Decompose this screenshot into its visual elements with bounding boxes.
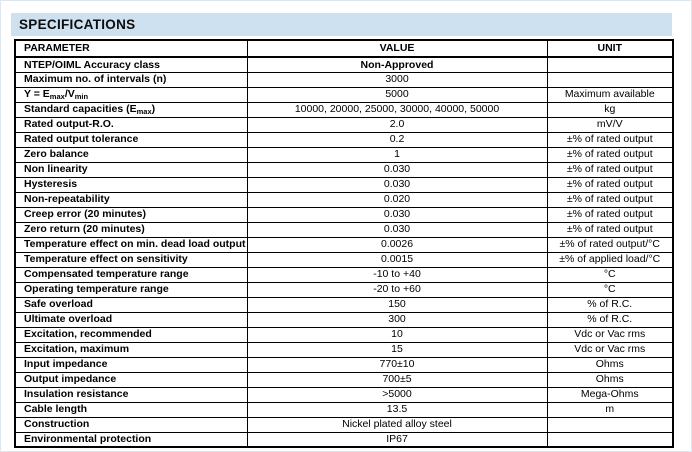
table-row [15, 417, 673, 432]
value-cell: Nickel plated alloy steel [247, 417, 547, 432]
parameter-cell: Zero balance [15, 147, 247, 162]
table-row [15, 252, 673, 267]
value-cell: -10 to +40 [247, 267, 547, 282]
table-header-row [15, 40, 673, 57]
value-cell: 2.0 [247, 117, 547, 132]
parameter-cell: Compensated temperature range [15, 267, 247, 282]
unit-cell [547, 57, 673, 72]
value-cell: -20 to +60 [247, 282, 547, 297]
table-row [15, 282, 673, 297]
parameter-cell: Construction [15, 417, 247, 432]
parameter-cell: $Y = E_{max}/V_{min}$ [15, 87, 247, 102]
parameter-cell: Safe overload [15, 297, 247, 312]
parameter-cell: Maximum no. of intervals (n) [15, 72, 247, 87]
unit-cell: % of R.C. [547, 312, 673, 327]
value-cell: 0.030 [247, 207, 547, 222]
value-cell: 13.5 [247, 402, 547, 417]
unit-cell: ±% of rated output [547, 177, 673, 192]
parameter-cell: Creep error (20 minutes) [15, 207, 247, 222]
table-row [15, 267, 673, 282]
table-row [15, 357, 673, 372]
parameter-cell: Non linearity [15, 162, 247, 177]
parameter-cell: Ultimate overload [15, 312, 247, 327]
value-cell: 150 [247, 297, 547, 312]
parameter-cell: Output impedance [15, 372, 247, 387]
value-cell: 0.020 [247, 192, 547, 207]
unit-cell: ±% of rated output [547, 132, 673, 147]
parameter-cell: Environmental protection [15, 432, 247, 447]
unit-cell [547, 72, 673, 87]
table-row [15, 222, 673, 237]
unit-cell: Maximum available [547, 87, 673, 102]
parameter-cell: Hysteresis [15, 177, 247, 192]
table-row [15, 57, 673, 72]
specifications-title-bar [11, 13, 672, 36]
table-row [15, 102, 673, 117]
parameter-cell: Cable length [15, 402, 247, 417]
unit-cell: Ohms [547, 372, 673, 387]
unit-cell: ±% of rated output [547, 192, 673, 207]
value-cell: 770±10 [247, 357, 547, 372]
value-cell: 0.030 [247, 162, 547, 177]
value-cell: 0.0026 [247, 237, 547, 252]
table-row [15, 432, 673, 447]
table-row [15, 72, 673, 87]
value-cell: Non-Approved [247, 57, 547, 72]
unit-cell: m [547, 402, 673, 417]
unit-cell [547, 417, 673, 432]
table-row [15, 162, 673, 177]
parameter-cell: NTEP/OIML Accuracy class [15, 57, 247, 72]
parameter-cell: Excitation, recommended [15, 327, 247, 342]
parameter-cell: Zero return (20 minutes) [15, 222, 247, 237]
unit-cell: ±% of rated output/°C [547, 237, 673, 252]
specifications-table [14, 39, 674, 448]
value-cell: 300 [247, 312, 547, 327]
unit-cell: ±% of rated output [547, 207, 673, 222]
parameter-cell: Non-repeatability [15, 192, 247, 207]
table-row [15, 387, 673, 402]
unit-cell: ±% of rated output [547, 147, 673, 162]
table-row [15, 312, 673, 327]
value-cell: 3000 [247, 72, 547, 87]
column-header-unit: UNIT [547, 40, 673, 57]
value-cell: 15 [247, 342, 547, 357]
table-row [15, 402, 673, 417]
unit-cell: Mega-Ohms [547, 387, 673, 402]
table-row [15, 372, 673, 387]
parameter-cell: Temperature effect on min. dead load output [15, 237, 247, 252]
value-cell: 0.030 [247, 177, 547, 192]
table-row [15, 177, 673, 192]
unit-cell: ±% of rated output [547, 222, 673, 237]
unit-cell [547, 432, 673, 447]
table-row [15, 192, 673, 207]
column-header-parameter: PARAMETER [15, 40, 247, 57]
page-title: SPECIFICATIONS [19, 17, 136, 32]
value-cell: IP67 [247, 432, 547, 447]
unit-cell: mV/V [547, 117, 673, 132]
parameter-cell: Rated output-R.O. [15, 117, 247, 132]
table-row [15, 297, 673, 312]
value-cell: 700±5 [247, 372, 547, 387]
table-row [15, 207, 673, 222]
value-cell: 10000, 20000, 25000, 30000, 40000, 50000 [247, 102, 547, 117]
value-cell: 1 [247, 147, 547, 162]
table-row [15, 117, 673, 132]
spec-table-body [15, 57, 673, 447]
table-row [15, 147, 673, 162]
parameter-cell: Insulation resistance [15, 387, 247, 402]
unit-cell: Ohms [547, 357, 673, 372]
table-row [15, 342, 673, 357]
unit-cell: °C [547, 282, 673, 297]
value-cell: 5000 [247, 87, 547, 102]
parameter-cell: Standard capacities $(E_{max})$ [15, 102, 247, 117]
unit-cell: Vdc or Vac rms [547, 342, 673, 357]
table-row [15, 132, 673, 147]
unit-cell: Vdc or Vac rms [547, 327, 673, 342]
value-cell: 10 [247, 327, 547, 342]
parameter-cell: Temperature effect on sensitivity [15, 252, 247, 267]
unit-cell: ±% of rated output [547, 162, 673, 177]
parameter-cell: Excitation, maximum [15, 342, 247, 357]
column-header-value: VALUE [247, 40, 547, 57]
unit-cell: °C [547, 267, 673, 282]
table-row [15, 237, 673, 252]
unit-cell: kg [547, 102, 673, 117]
unit-cell: ±% of applied load/°C [547, 252, 673, 267]
value-cell: 0.0015 [247, 252, 547, 267]
value-cell: >5000 [247, 387, 547, 402]
parameter-cell: Input impedance [15, 357, 247, 372]
table-row [15, 87, 673, 102]
parameter-cell: Rated output tolerance [15, 132, 247, 147]
unit-cell: % of R.C. [547, 297, 673, 312]
parameter-cell: Operating temperature range [15, 282, 247, 297]
value-cell: 0.2 [247, 132, 547, 147]
table-row [15, 327, 673, 342]
value-cell: 0.030 [247, 222, 547, 237]
